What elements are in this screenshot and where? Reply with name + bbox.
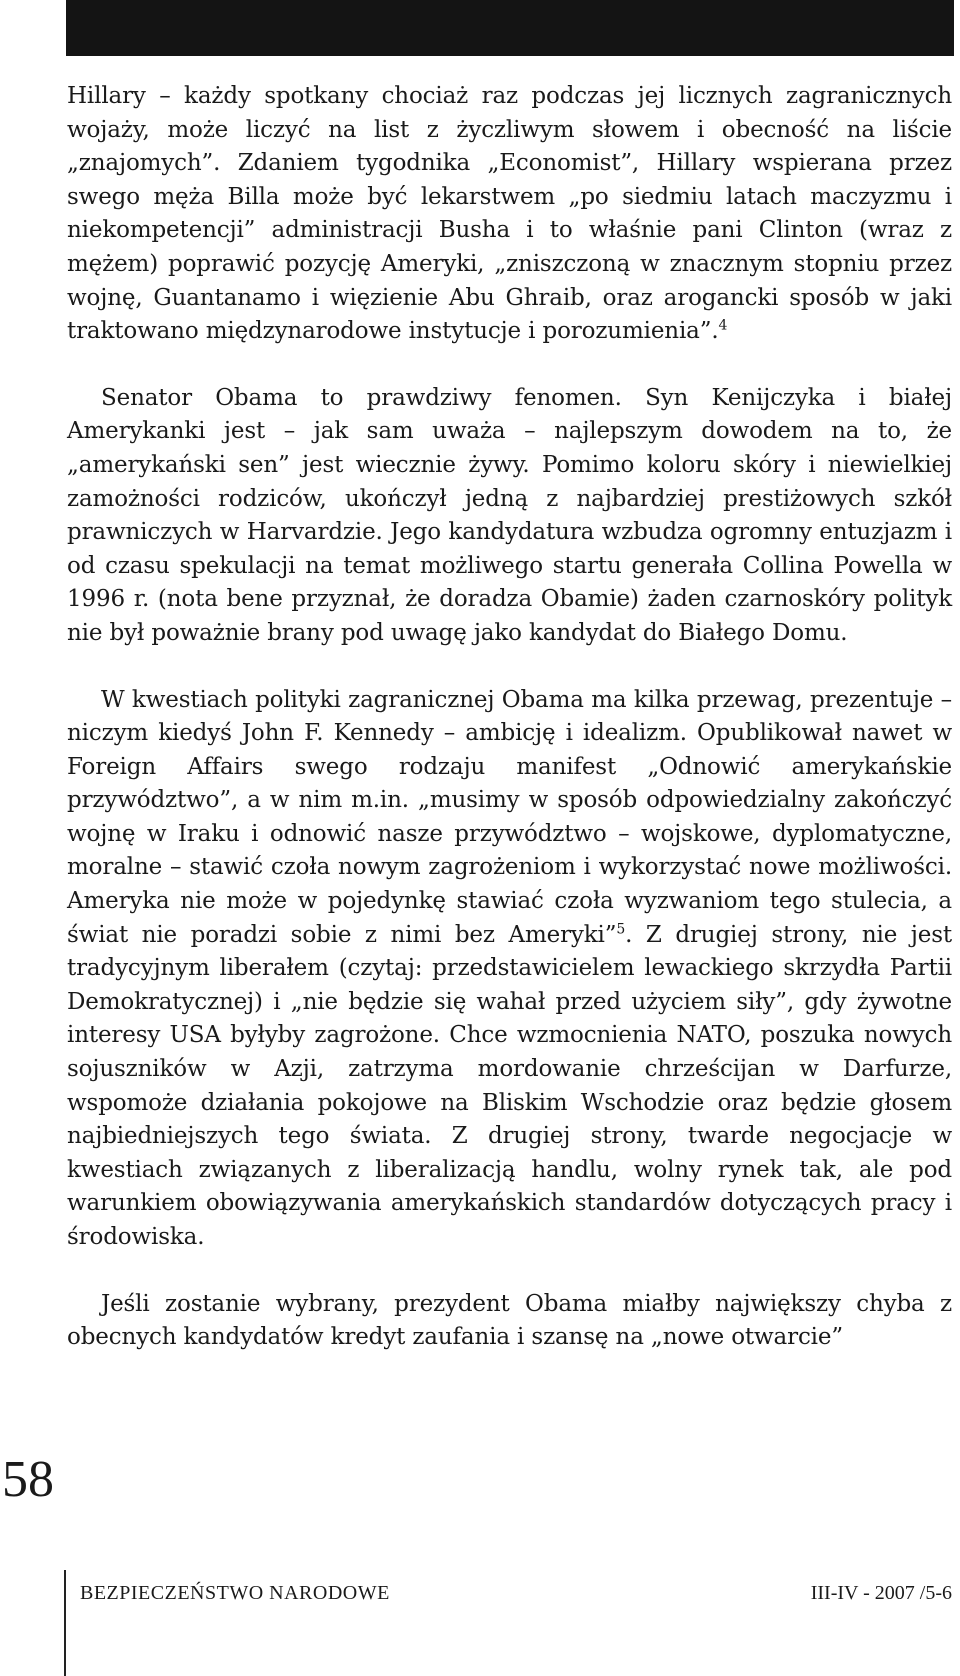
paragraph-1: [67, 80, 952, 349]
paragraph-1-text: Hillary – każdy spotkany chociaż raz podczas jej licznych zagranicznych wojaży, może liczyć na list z życzliwym słowem i obecność na liście „znajomych”. Zdaniem tygodnika „Economist”, Hillary wspierana przez swego męża Billa może być lekarstwem „po siedmiu latach maczyzmu i niekompetencji” administracji Busha i to właśnie pani Clinton (wraz z mężem) poprawić pozycję Ameryki, „zniszczoną w znacznym stopniu przez wojnę, Guantanamo i więzienie Abu Ghraib, oraz arogancki sposób w jaki traktowano międzynarodowe instytucje i porozumienia”.: [67, 83, 952, 345]
article-body: [67, 80, 952, 1355]
journal-title: BEZPIECZEŃSTWO NARODOWE: [80, 1582, 390, 1604]
header-bar: [66, 0, 954, 56]
page-number: 58: [2, 1451, 54, 1508]
footnote-ref-4[interactable]: 4: [718, 317, 728, 334]
paragraph-3: [67, 684, 952, 1255]
paragraph-4: [67, 1288, 952, 1355]
issue-number: III-IV - 2007 /5-6: [810, 1582, 952, 1604]
paragraph-3-text-before: W kwestiach polityki zagranicznej Obama ma kilka przewag, prezentuje – niczym kiedyś John F. Kennedy – ambicję i idealizm. Opublikował nawet w Foreign Affairs swego rodzaju manifest „Odnowić amerykańskie przywództwo”, a w nim m.in. „musimy w sposób odpowiedzialny zakończyć wojnę w Iraku i odnowić nasze przywództwo – wojskowe, dyplomatyczne, moralne – stawić czoła nowym zagrożeniom i wykorzystać nowe możliwości. Ameryka nie może w pojedynkę stawiać czoła wyzwaniom tego stulecia, a świat nie poradzi sobie z nimi bez Ameryki”: [67, 686, 952, 948]
paragraph-3-text-after: . Z drugiej strony, nie jest tradycyjnym liberałem (czytaj: przedstawicielem lewackiego skrzydła Partii Demokratycznej) i „nie będzie się wahał przed użyciem siły”, gdy żywotne interesy USA byłyby zagrożone. Chce wzmocnienia NATO, poszuka nowych sojuszników w Azji, zatrzyma mordowanie chrześcijan w Darfurze, wspomoże działania pokojowe na Bliskim Wschodzie oraz będzie głosem najbiedniejszych tego świata. Z drugiej strony, twarde negocjacje w kwestiach związanych z liberalizacją handlu, wolny rynek tak, ale pod warunkiem obowiązywania amerykańskich standardów dotyczących pracy i środowiska.: [67, 921, 952, 1250]
paragraph-2-text: Senator Obama to prawdziwy fenomen. Syn Kenijczyka i białej Amerykanki jest – jak sam uważa – najlepszym dowodem na to, że „amerykański sen” jest wiecznie żywy. Pomimo koloru skóry i niewielkiej zamożności rodziców, ukończył jedną z najbardziej prestiżowych szkół prawniczych w Harvardzie. Jego kandydatura wzbudza ogromny entuzjazm i od czasu spekulacji na temat możliwego startu generała Collina Powella w 1996 r. (nota bene przyznał, że doradza Obamie) żaden czarnoskóry polityk nie był poważnie brany pod uwagę jako kandydat do Białego Domu.: [67, 384, 952, 646]
footnote-ref-5[interactable]: 5: [616, 921, 626, 937]
paragraph-2: [67, 382, 952, 651]
footer-divider: [64, 1570, 66, 1676]
paragraph-4-text: Jeśli zostanie wybrany, prezydent Obama miałby największy chyba z obecnych kandydatów kredyt zaufania i szansę na „nowe otwarcie”: [67, 1290, 952, 1351]
